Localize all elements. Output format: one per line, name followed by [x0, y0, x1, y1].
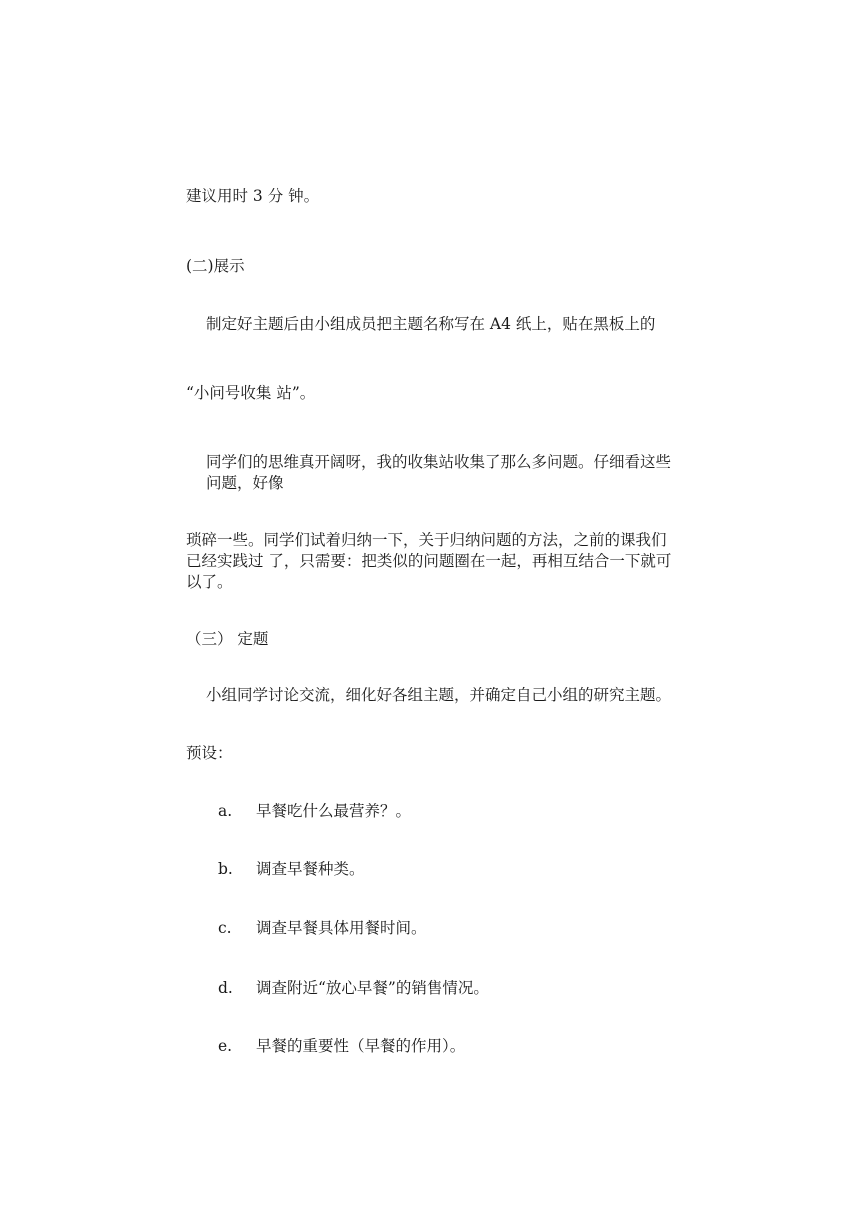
section-heading-display: (二)展示 [186, 257, 245, 275]
list-marker: c. [218, 919, 232, 937]
list-marker: a. [218, 802, 233, 820]
paragraph-summarize-method: 琐碎一些。同学们试着归纳一下，关于归纳问题的方法，之前的课我们已经实践过 了，只需要：把类似的问题圈在一起，再相互结合一下就可以了。 [186, 531, 672, 591]
section-heading-topic: （三） 定题 [186, 630, 269, 648]
list-item [218, 859, 365, 880]
paragraph-collection-station: “小问号收集 站”。 [186, 384, 316, 402]
list-item [218, 918, 427, 939]
paragraph-group-discussion: 小组同学讨论交流，细化好各组主题，并确定自己小组的研究主题。 [206, 686, 672, 704]
list-marker: d. [218, 979, 233, 997]
list-item-text: 早餐吃什么最营养？。 [256, 802, 412, 820]
list-item-text: 早餐的重要性（早餐的作用）。 [256, 1037, 466, 1055]
list-item-text: 调查早餐种类。 [256, 860, 365, 878]
paragraph-question-observation: 同学们的思维真开阔呀，我的收集站收集了那么多问题。仔细看这些问题，好像 [206, 453, 672, 492]
preset-label: 预设： [186, 744, 233, 762]
list-item-text: 调查早餐具体用餐时间。 [256, 919, 427, 937]
list-item-text: 调查附近“放心早餐”的销售情况。 [256, 979, 489, 997]
list-item [218, 801, 411, 822]
list-marker: e. [218, 1037, 233, 1055]
list-item [218, 978, 489, 999]
list-marker: b. [218, 860, 233, 878]
paragraph-theme-writing: 制定好主题后由小组成员把主题名称写在 A4 纸上，贴在黑板上的 [206, 315, 656, 333]
list-item [218, 1036, 465, 1057]
time-suggestion-text: 建议用时 3 分 钟。 [186, 187, 320, 205]
